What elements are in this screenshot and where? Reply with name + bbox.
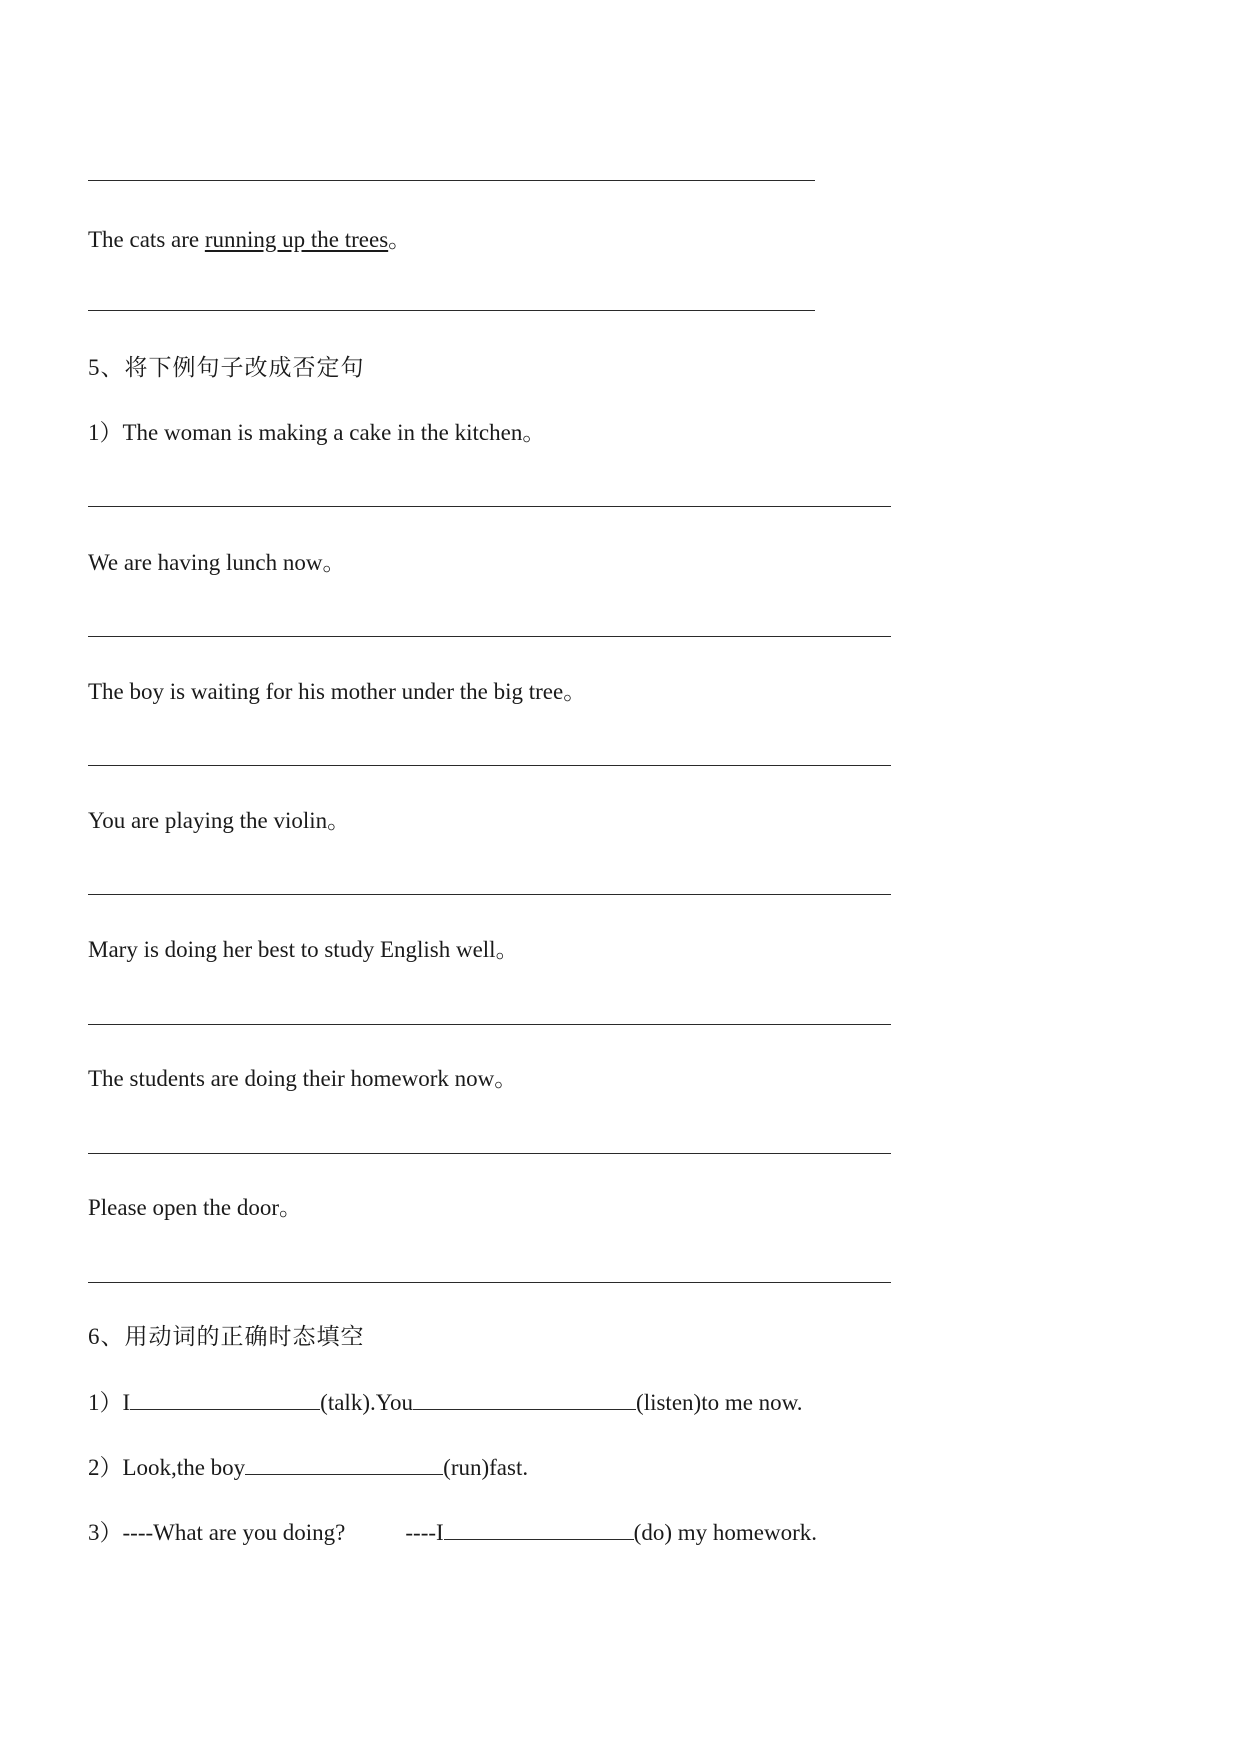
- question-text: (talk).You: [320, 1390, 414, 1415]
- answer-line[interactable]: [88, 1024, 891, 1025]
- exercise-sentence: The boy is waiting for his mother under the big tree。: [88, 679, 587, 704]
- exercise-sentence: Mary is doing her best to study English well。: [88, 937, 519, 962]
- answer-line[interactable]: [88, 506, 891, 507]
- sentence-end: 。: [388, 227, 412, 252]
- answer-line[interactable]: [88, 1153, 891, 1154]
- answer-line[interactable]: [88, 894, 891, 895]
- question-text: (run)fast.: [443, 1455, 529, 1480]
- fill-blank[interactable]: [245, 1452, 443, 1475]
- fill-blank[interactable]: [444, 1517, 634, 1540]
- question-text: (listen)to me now.: [636, 1390, 803, 1415]
- question-text: ----I: [405, 1520, 444, 1545]
- exercise-sentence: You are playing the violin。: [88, 808, 351, 833]
- question-text: 3）----What are you doing?: [88, 1520, 346, 1545]
- exercise-sentence: 1）The woman is making a cake in the kitchen。: [88, 420, 546, 445]
- answer-line[interactable]: [88, 765, 891, 766]
- fill-in-question: [88, 1452, 528, 1483]
- fill-blank[interactable]: [130, 1387, 320, 1410]
- answer-line[interactable]: [88, 180, 815, 181]
- answer-line[interactable]: [88, 310, 815, 311]
- fill-in-question: [88, 1387, 803, 1418]
- question-text: 2）Look,the boy: [88, 1455, 246, 1480]
- underlined-phrase: running up the trees: [204, 227, 389, 252]
- fill-blank[interactable]: [413, 1387, 636, 1410]
- answer-line[interactable]: [88, 1282, 891, 1283]
- exercise-sentence: The students are doing their homework now。: [88, 1066, 518, 1091]
- sentence-text: The cats are: [88, 227, 205, 252]
- section-heading: 6、用动词的正确时态填空: [88, 1324, 365, 1349]
- question-text: (do) my homework.: [633, 1520, 817, 1545]
- exercise-sentence: [88, 225, 411, 255]
- section-heading: 5、将下例句子改成否定句: [88, 355, 365, 380]
- fill-in-question: [88, 1517, 817, 1548]
- question-text: 1）I: [88, 1390, 131, 1415]
- answer-line[interactable]: [88, 636, 891, 637]
- exercise-sentence: We are having lunch now。: [88, 550, 346, 575]
- exercise-sentence: Please open the door。: [88, 1195, 302, 1220]
